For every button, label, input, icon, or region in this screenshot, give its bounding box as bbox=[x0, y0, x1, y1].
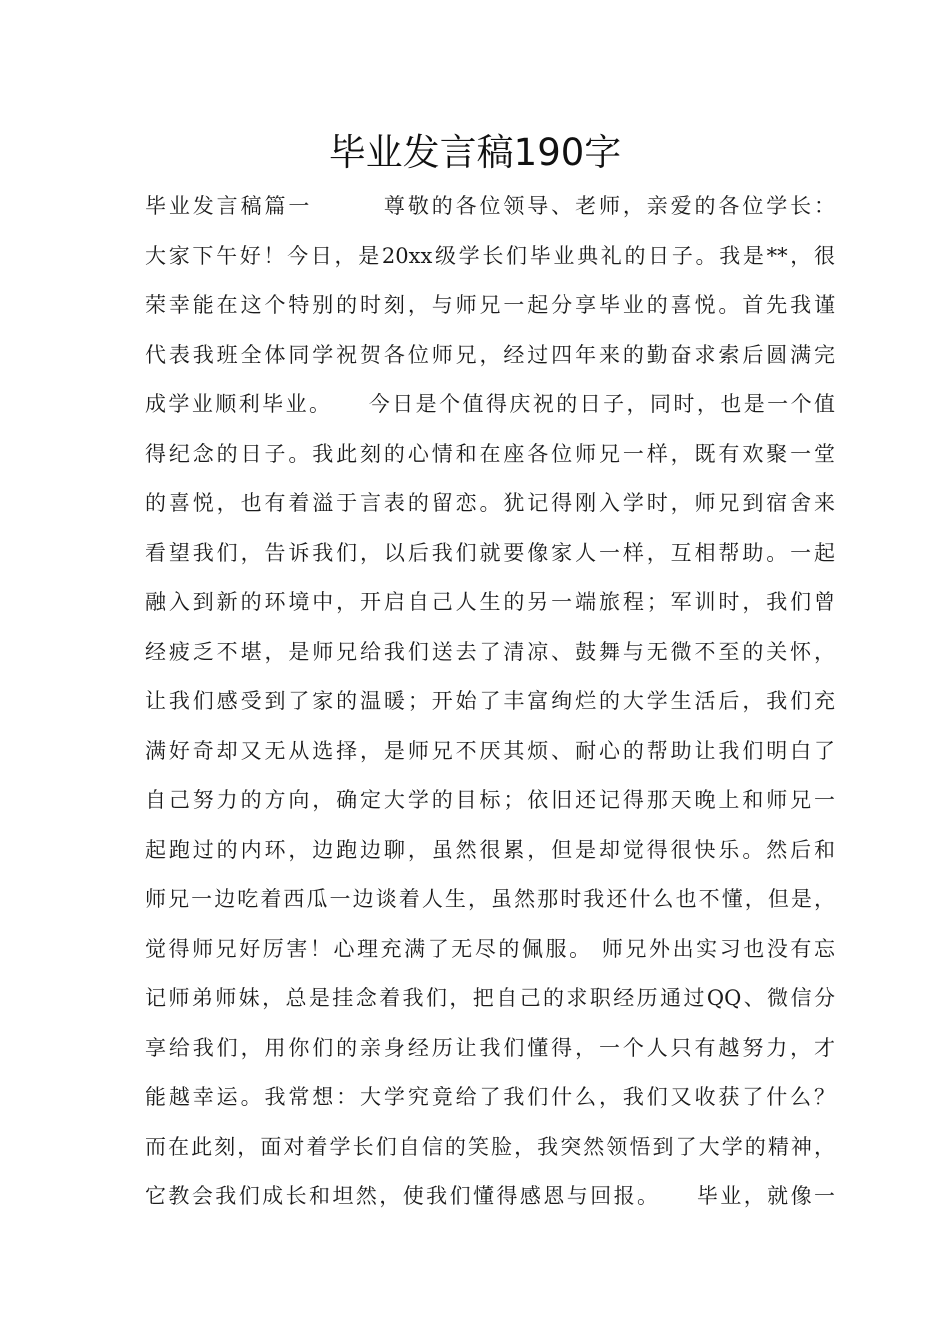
body-line: 看望我们，告诉我们，以后我们就要像家人一样，互相帮助。一起 bbox=[145, 540, 835, 565]
body-line: 觉得师兄好厉害！心理充满了无尽的佩服。 师兄外出实习也没有忘 bbox=[145, 936, 835, 961]
body-line: 代表我班全体同学祝贺各位师兄，经过四年来的勤奋求索后圆满完 bbox=[145, 342, 835, 367]
document-body bbox=[145, 182, 835, 1222]
body-line: 而在此刻，面对着学长们自信的笑脸，我突然领悟到了大学的精神， bbox=[145, 1134, 835, 1159]
body-line: 融入到新的环境中，开启自己人生的另一端旅程；军训时，我们曾 bbox=[145, 590, 835, 614]
body-line: 它教会我们成长和坦然，使我们懂得感恩与回报。 毕业，就像一 bbox=[145, 1184, 835, 1208]
body-line: 得纪念的日子。我此刻的心情和在座各位师兄一样，既有欢聚一堂 bbox=[145, 441, 835, 466]
body-line: 让我们感受到了家的温暖；开始了丰富绚烂的大学生活后，我们充 bbox=[145, 689, 835, 713]
document-title: 毕业发言稿190字 bbox=[328, 131, 622, 174]
body-line: 能越幸运。我常想：大学究竟给了我们什么，我们又收获了什么？ bbox=[145, 1085, 835, 1109]
body-line: 毕业发言稿篇一 尊敬的各位领导、老师，亲爱的各位学长： bbox=[145, 194, 835, 218]
body-line: 记师弟师妹，总是挂念着我们，把自己的求职经历通过QQ、微信分 bbox=[145, 986, 835, 1010]
body-line: 享给我们，用你们的亲身经历让我们懂得，一个人只有越努力，才 bbox=[145, 1035, 835, 1060]
body-line: 自己努力的方向，确定大学的目标；依旧还记得那天晚上和师兄一 bbox=[145, 788, 835, 812]
body-line: 荣幸能在这个特别的时刻，与师兄一起分享毕业的喜悦。首先我谨 bbox=[145, 293, 835, 317]
body-line: 成学业顺利毕业。 今日是个值得庆祝的日子，同时，也是一个值 bbox=[145, 392, 835, 416]
body-line: 经疲乏不堪，是师兄给我们送去了清凉、鼓舞与无微不至的关怀， bbox=[145, 639, 835, 664]
body-line: 起跑过的内环，边跑边聊，虽然很累，但是却觉得很快乐。然后和 bbox=[145, 837, 835, 862]
body-line: 师兄一边吃着西瓜一边谈着人生，虽然那时我还什么也不懂，但是， bbox=[145, 887, 835, 911]
body-line: 的喜悦，也有着溢于言表的留恋。犹记得刚入学时，师兄到宿舍来 bbox=[145, 491, 835, 515]
body-line: 大家下午好！今日，是20xx级学长们毕业典礼的日子。我是**，很 bbox=[145, 243, 835, 268]
body-line: 满好奇却又无从选择，是师兄不厌其烦、耐心的帮助让我们明白了 bbox=[145, 738, 835, 763]
